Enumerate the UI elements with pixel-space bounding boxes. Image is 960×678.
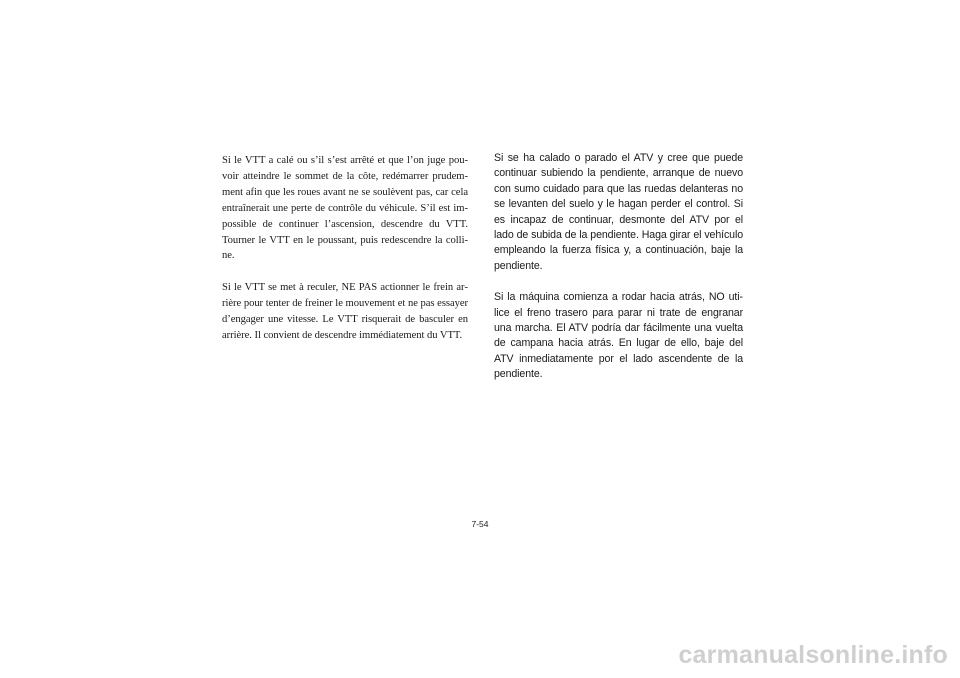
watermark: carmanualsonline.info — [678, 641, 948, 669]
spanish-paragraph-1: Si se ha calado o parado el ATV y cree que puede continuar subiendo la pendiente, arranque de nuevo con sumo cuidado para que las ruedas delanteras no se levanten del suelo y le hagan perder el control. Si es incapaz de continuar, desmonte del ATV por el lado de subida de la pendiente. Haga girar el vehículo empleando la fuerza física y, a continuación, baje la pendiente. — [494, 152, 743, 272]
spanish-paragraph-2: Si la máquina comienza a rodar hacia atrás, NO utilice el freno trasero para parar ni trate de engranar una marcha. El ATV podría dar fácilmente una vuelta de campana hacia atrás. En lugar de ello, baje del ATV inmediatamente por el lado ascendente de la pendiente. — [494, 291, 743, 381]
french-column — [222, 153, 468, 344]
french-paragraph-1: Si le VTT a calé ou s’il s’est arrêté et que l’on juge pouvoir atteindre le sommet de la côte, redémarrer prudemment afin que les roues avant ne se soulèvent pas, car cela entraînerait une perte de contrôle du véhicule. S’il est impossible de continuer l’ascension, descendre du VTT. Tourner le VTT en le poussant, puis redescendre la colline. — [222, 155, 468, 262]
french-paragraph-2: Si le VTT se met à reculer, NE PAS actionner le frein arrière pour tenter de freiner le mouvement et ne pas essayer d’engager une vitesse. Le VTT risquerait de basculer en arrière. Il convient de descendre immédiatement du VTT. — [222, 282, 468, 342]
page-number: 7-54 — [471, 519, 489, 529]
spanish-column — [494, 151, 743, 383]
